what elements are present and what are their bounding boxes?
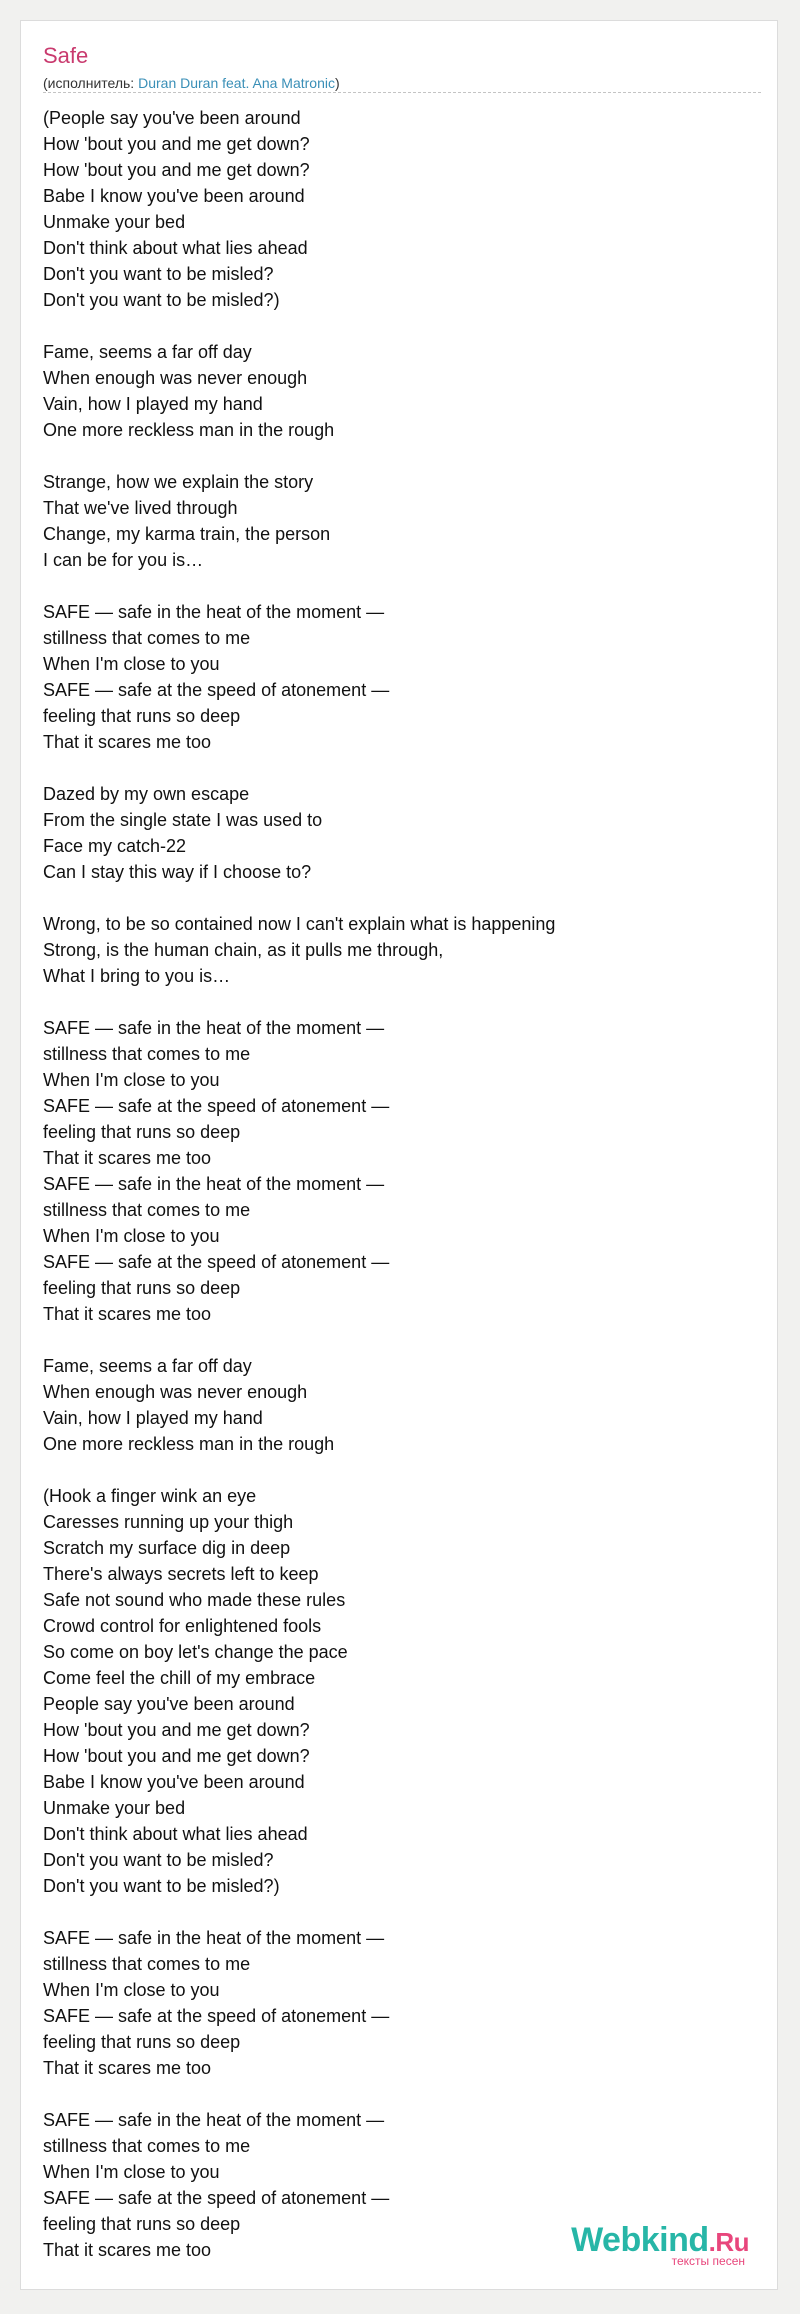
lyrics-line: feeling that runs so deep (43, 706, 241, 726)
lyrics-line: So come on boy let's change the pace (43, 1642, 348, 1662)
lyrics-line: Unmake your bed (43, 212, 186, 232)
lyrics-card (20, 20, 778, 2290)
header-divider (43, 92, 761, 93)
lyrics-stanza (43, 105, 763, 313)
song-title: Safe (43, 43, 89, 68)
lyrics-stanza (43, 1015, 763, 1327)
lyrics-line: How 'bout you and me get down? (43, 134, 310, 154)
lyrics-stanza (43, 1483, 763, 1899)
lyrics-line: That it scares me too (43, 732, 212, 752)
lyrics-line: That it scares me too (43, 1304, 212, 1324)
lyrics-stanza (43, 1353, 763, 1457)
site-logo[interactable] (571, 2223, 749, 2267)
lyrics-line: When I'm close to you (43, 1226, 220, 1246)
logo-tagline: тексты песен (671, 2254, 745, 2268)
lyrics-line: What I bring to you is… (43, 966, 231, 986)
lyrics-line: Babe I know you've been around (43, 186, 305, 206)
lyrics-line: SAFE — safe in the heat of the moment — (43, 1174, 385, 1194)
lyrics-line: SAFE — safe in the heat of the moment — (43, 1928, 385, 1948)
lyrics-line: One more reckless man in the rough (43, 420, 335, 440)
lyrics-stanza (43, 781, 763, 885)
lyrics-line: Babe I know you've been around (43, 1772, 305, 1792)
lyrics-line: Strange, how we explain the story (43, 472, 314, 492)
lyrics-line: Fame, seems a far off day (43, 1356, 252, 1376)
lyrics-line: SAFE — safe at the speed of atonement — (43, 2188, 390, 2208)
lyrics-line: (Hook a finger wink an eye (43, 1486, 257, 1506)
lyrics-line: People say you've been around (43, 1694, 295, 1714)
lyrics-line: One more reckless man in the rough (43, 1434, 335, 1454)
performer-prefix: (исполнитель: (43, 75, 139, 91)
lyrics-line: That we've lived through (43, 498, 238, 518)
lyrics-line: That it scares me too (43, 2240, 212, 2260)
lyrics-line: How 'bout you and me get down? (43, 160, 310, 180)
lyrics-line: Caresses running up your thigh (43, 1512, 294, 1532)
logo-tld: .Ru (708, 2227, 749, 2257)
lyrics-line: That it scares me too (43, 1148, 212, 1168)
artist-link[interactable]: Duran Duran feat. Ana Matronic (138, 75, 335, 91)
lyrics-line: SAFE — safe at the speed of atonement — (43, 2006, 390, 2026)
lyrics-line: SAFE — safe in the heat of the moment — (43, 602, 385, 622)
logo-brand-text: Webkind (571, 2221, 709, 2259)
lyrics-line: SAFE — safe at the speed of atonement — (43, 1252, 390, 1272)
lyrics-line: SAFE — safe in the heat of the moment — (43, 1018, 385, 1038)
lyrics-line: (People say you've been around (43, 108, 301, 128)
lyrics-line: How 'bout you and me get down? (43, 1720, 310, 1740)
lyrics-line: SAFE — safe at the speed of atonement — (43, 1096, 390, 1116)
lyrics-line: stillness that comes to me (43, 2136, 251, 2156)
lyrics-line: feeling that runs so deep (43, 1122, 241, 1142)
lyrics-line: Don't you want to be misled?) (43, 290, 280, 310)
lyrics-line: Don't you want to be misled? (43, 264, 274, 284)
lyrics-stanza (43, 1925, 763, 2081)
lyrics-line: When I'm close to you (43, 2162, 220, 2182)
lyrics-line: Scratch my surface dig in deep (43, 1538, 291, 1558)
lyrics-line: Can I stay this way if I choose to? (43, 862, 312, 882)
lyrics-line: Don't you want to be misled?) (43, 1876, 280, 1896)
performer-line (43, 74, 340, 92)
lyrics-line: Face my catch-22 (43, 836, 187, 856)
lyrics-line: Unmake your bed (43, 1798, 186, 1818)
lyrics-line: Don't think about what lies ahead (43, 1824, 308, 1844)
lyrics-line: Wrong, to be so contained now I can't explain what is happening (43, 914, 556, 934)
lyrics-line: SAFE — safe in the heat of the moment — (43, 2110, 385, 2130)
lyrics-line: From the single state I was used to (43, 810, 323, 830)
lyrics-line: I can be for you is… (43, 550, 204, 570)
lyrics-line: Dazed by my own escape (43, 784, 250, 804)
lyrics-stanza (43, 339, 763, 443)
lyrics-line: Come feel the chill of my embrace (43, 1668, 316, 1688)
lyrics-stanza (43, 599, 763, 755)
lyrics-stanza (43, 469, 763, 573)
lyrics-line: Strong, is the human chain, as it pulls me through, (43, 940, 444, 960)
lyrics-line: stillness that comes to me (43, 628, 251, 648)
lyrics-line: When enough was never enough (43, 368, 308, 388)
lyrics-line: Don't think about what lies ahead (43, 238, 308, 258)
lyrics-line: feeling that runs so deep (43, 2214, 241, 2234)
lyrics-line: How 'bout you and me get down? (43, 1746, 310, 1766)
lyrics-body (43, 105, 763, 2289)
lyrics-line: When I'm close to you (43, 654, 220, 674)
lyrics-line: Crowd control for enlightened fools (43, 1616, 322, 1636)
lyrics-line: When enough was never enough (43, 1382, 308, 1402)
lyrics-line: feeling that runs so deep (43, 2032, 241, 2052)
lyrics-line: stillness that comes to me (43, 1044, 251, 1064)
lyrics-line: There's always secrets left to keep (43, 1564, 319, 1584)
lyrics-line: Safe not sound who made these rules (43, 1590, 346, 1610)
lyrics-line: stillness that comes to me (43, 1954, 251, 1974)
lyrics-line: Vain, how I played my hand (43, 1408, 263, 1428)
lyrics-line: Change, my karma train, the person (43, 524, 331, 544)
lyrics-line: That it scares me too (43, 2058, 212, 2078)
lyrics-line: Fame, seems a far off day (43, 342, 252, 362)
lyrics-line: When I'm close to you (43, 1070, 220, 1090)
lyrics-line: Vain, how I played my hand (43, 394, 263, 414)
performer-suffix: ) (334, 75, 340, 91)
lyrics-line: stillness that comes to me (43, 1200, 251, 1220)
lyrics-line: SAFE — safe at the speed of atonement — (43, 680, 390, 700)
lyrics-line: Don't you want to be misled? (43, 1850, 274, 1870)
lyrics-stanza (43, 911, 763, 989)
lyrics-line: feeling that runs so deep (43, 1278, 241, 1298)
lyrics-line: When I'm close to you (43, 1980, 220, 2000)
